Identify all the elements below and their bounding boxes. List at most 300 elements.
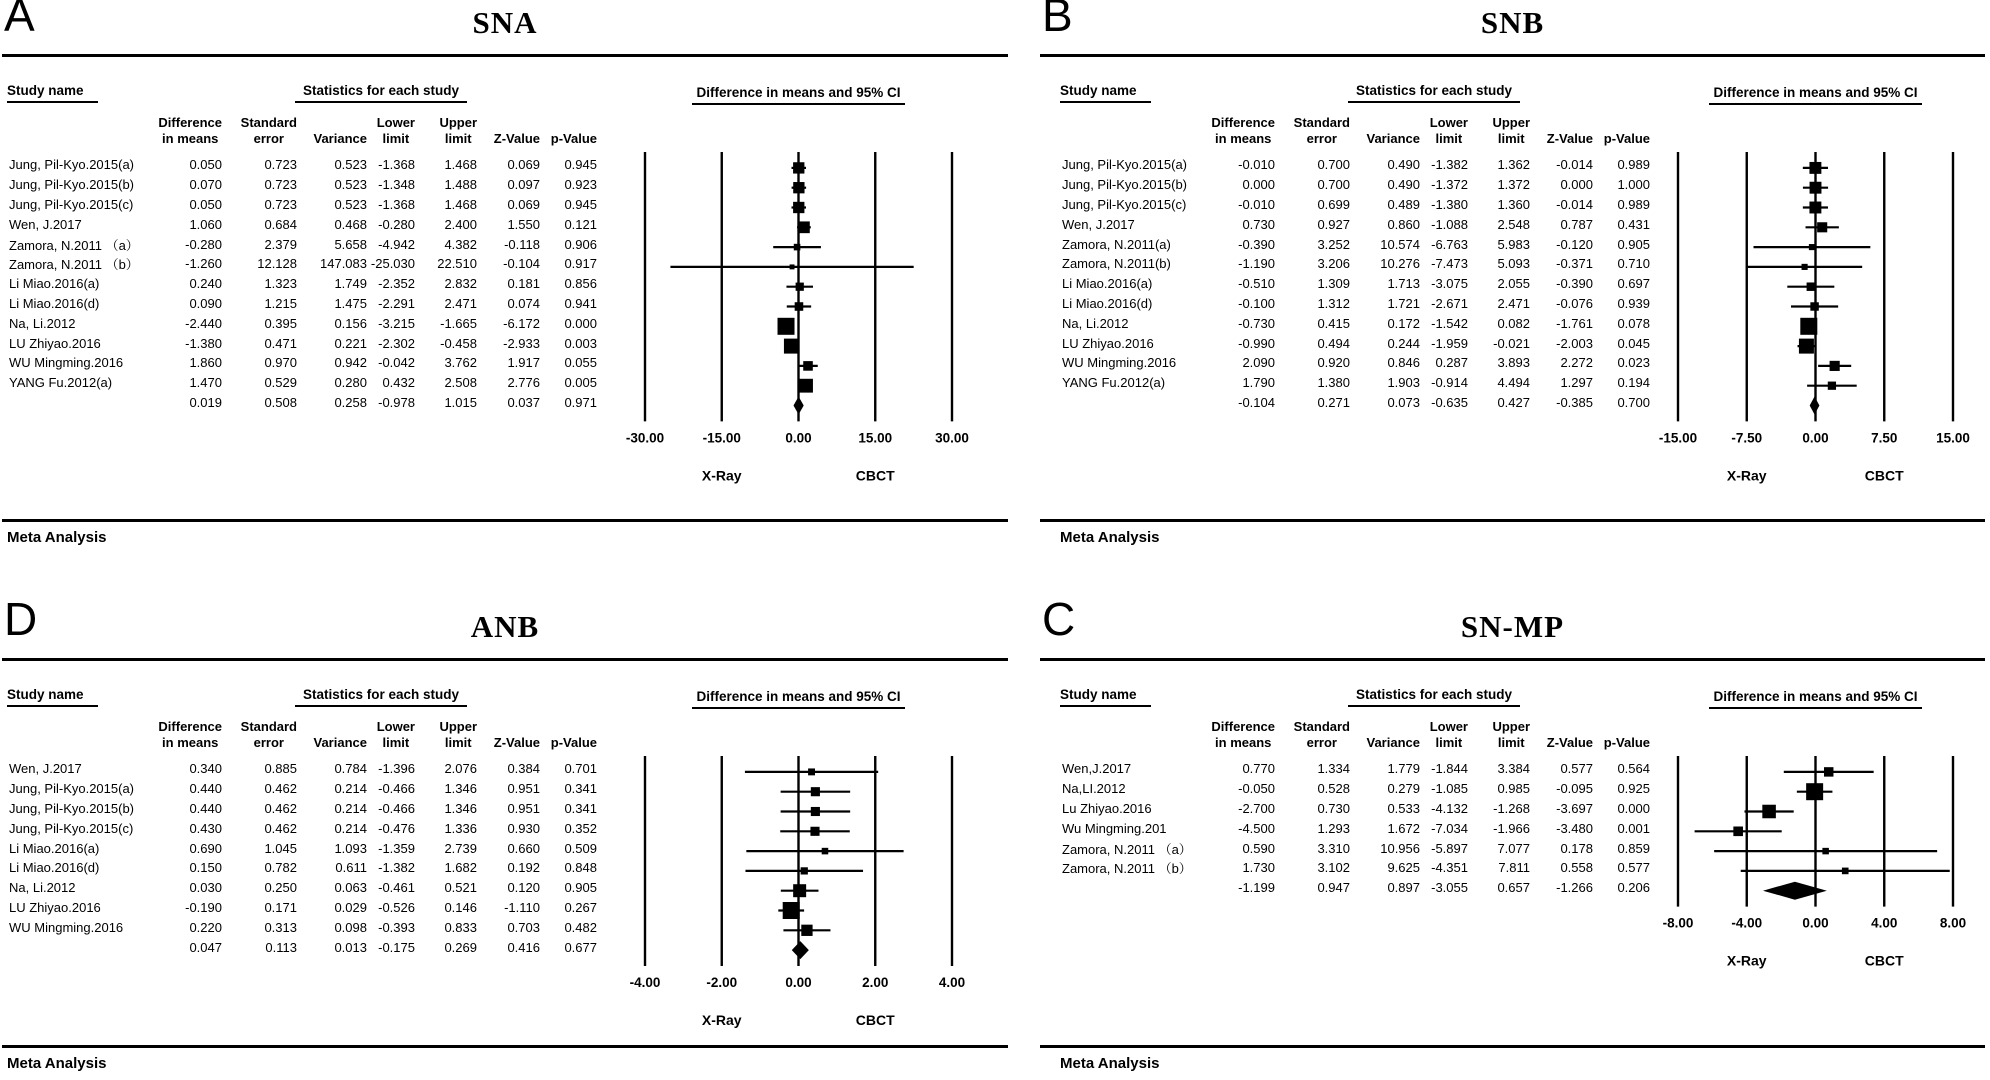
- table-row: [7, 779, 597, 799]
- cell-difference: -4.500: [1238, 820, 1275, 836]
- cell-p-value: 0.001: [1617, 820, 1650, 836]
- group-label-left: X-Ray: [1726, 952, 1767, 969]
- axis-tick-label: 15.00: [1936, 430, 1970, 446]
- cell-lower-limit: -2.302: [378, 335, 415, 351]
- cell-z-value: 1.550: [507, 216, 540, 232]
- col-header-line: Lower: [376, 114, 415, 130]
- cell-standard-error: 0.250: [264, 880, 297, 896]
- effect-square: [1800, 318, 1817, 335]
- cell-standard-error: 1.323: [264, 276, 297, 292]
- cell-difference: 0.050: [189, 157, 222, 173]
- cell-z-value: 0.384: [507, 761, 540, 777]
- col-header-line: limit: [1497, 130, 1525, 146]
- cell-difference: 0.440: [189, 800, 222, 816]
- cell-p-value: 0.710: [1617, 256, 1650, 272]
- cell-difference: 0.430: [189, 820, 222, 836]
- forest-plot-area: [1650, 57, 1985, 484]
- cell-upper-limit: 2.739: [444, 840, 477, 856]
- cell-z-value: 0.703: [507, 919, 540, 935]
- table-row: [1060, 818, 1650, 838]
- table-row: [1060, 254, 1650, 274]
- panel-header: [1040, 593, 1985, 658]
- table-rows: [1060, 155, 1650, 412]
- cell-z-value: -2.003: [1556, 335, 1593, 351]
- cell-upper-limit: 0.985: [1497, 781, 1530, 797]
- cell-upper-limit: 1.336: [444, 820, 477, 836]
- panel-content: [2, 57, 1008, 484]
- cell-p-value: 0.564: [1617, 761, 1650, 777]
- table-row: [1060, 294, 1650, 314]
- cell-z-value: 2.272: [1560, 355, 1593, 371]
- cell-difference: -2.700: [1238, 800, 1275, 816]
- summary-diamond: [1763, 882, 1827, 900]
- cell-p-value: 0.697: [1617, 276, 1650, 292]
- cell-p-value: 0.078: [1617, 315, 1650, 331]
- effect-square: [784, 339, 799, 354]
- panel-anb: [2, 590, 1008, 1078]
- table-row: [7, 373, 597, 393]
- cell-difference: -2.440: [185, 315, 222, 331]
- cell-standard-error: 3.206: [1317, 256, 1350, 272]
- table-row: [7, 858, 597, 878]
- cell-study-name: Na, Li.2012: [9, 315, 76, 331]
- cell-lower-limit: -0.466: [378, 781, 415, 797]
- cell-study-name: Li Miao.2016(a): [9, 276, 100, 292]
- cell-z-value: -0.076: [1556, 295, 1593, 311]
- table-row: [7, 175, 597, 195]
- ci-header-text: Difference in means and 95% CI: [1709, 85, 1921, 105]
- cell-study-name: Wu Mingming.201: [1062, 820, 1167, 836]
- cell-lower-limit: -4.942: [378, 236, 415, 252]
- cell-variance: 0.784: [334, 761, 367, 777]
- cell-z-value: -0.385: [1556, 394, 1593, 410]
- cell-z-value: -2.933: [503, 335, 540, 351]
- cell-lower-limit: -1.348: [378, 177, 415, 193]
- axis-tick-label: -8.00: [1662, 915, 1694, 931]
- cell-difference: 0.690: [189, 840, 222, 856]
- cell-z-value: 2.776: [507, 375, 540, 391]
- cell-difference: -0.050: [1238, 781, 1275, 797]
- bottom-rule: [2, 1045, 1008, 1048]
- summary-row: [7, 393, 597, 413]
- cell-p-value: 0.482: [564, 919, 597, 935]
- effect-square: [1807, 282, 1815, 290]
- cell-lower-limit: -3.075: [1431, 276, 1468, 292]
- ci-header-text: Difference in means and 95% CI: [692, 85, 904, 105]
- ci-header-text: Difference in means and 95% CI: [1709, 689, 1921, 709]
- cell-lower-limit: -3.215: [378, 315, 415, 331]
- cell-standard-error: 3.310: [1317, 840, 1350, 856]
- cell-upper-limit: 2.832: [444, 276, 477, 292]
- cell-z-value: -1.761: [1556, 315, 1593, 331]
- cell-variance: 5.658: [334, 236, 367, 252]
- table-row: [1060, 353, 1650, 373]
- table-row: [7, 818, 597, 838]
- col-header-line: limit: [1435, 734, 1463, 750]
- cell-z-value: -3.480: [1556, 820, 1593, 836]
- cell-lower-limit: -1.372: [1431, 177, 1468, 193]
- axis-tick-label: 0.00: [785, 430, 812, 446]
- cell-difference: 0.150: [189, 860, 222, 876]
- cell-p-value: 0.905: [1617, 236, 1650, 252]
- cell-difference: -0.100: [1238, 295, 1275, 311]
- cell-lower-limit: -5.897: [1431, 840, 1468, 856]
- panel-title: SN-MP: [1460, 609, 1565, 644]
- cell-standard-error: 3.102: [1317, 860, 1350, 876]
- table-rows: [7, 759, 597, 957]
- panel-content: [1040, 661, 1985, 969]
- panel-content: [1040, 57, 1985, 484]
- cell-upper-limit: 0.657: [1497, 880, 1530, 896]
- column-headers: [1060, 107, 1650, 147]
- cell-standard-error: 0.730: [1317, 800, 1350, 816]
- cell-variance: 1.903: [1387, 375, 1420, 391]
- meta-analysis-label: Meta Analysis: [1060, 1055, 1160, 1072]
- cell-difference: 0.440: [189, 781, 222, 797]
- cell-p-value: 0.509: [564, 840, 597, 856]
- effect-square: [1806, 783, 1823, 800]
- cell-difference: 0.000: [1242, 177, 1275, 193]
- cell-upper-limit: 2.400: [444, 216, 477, 232]
- effect-square: [1733, 826, 1743, 836]
- cell-z-value: -0.014: [1556, 157, 1593, 173]
- cell-p-value: 0.923: [564, 177, 597, 193]
- effect-square: [1809, 244, 1815, 250]
- table-row: [7, 353, 597, 373]
- table-row: [7, 155, 597, 175]
- cell-upper-limit: 1.468: [444, 157, 477, 173]
- cell-study-name: Li Miao.2016(a): [1062, 276, 1153, 292]
- cell-upper-limit: 1.362: [1497, 157, 1530, 173]
- cell-z-value: -0.118: [504, 236, 540, 252]
- stats-header: Statistics for each study: [295, 687, 467, 707]
- cell-difference: -1.380: [185, 335, 222, 351]
- effect-square: [793, 884, 806, 897]
- bottom-rule: [2, 519, 1008, 522]
- table-row: [1060, 759, 1650, 779]
- cell-z-value: 0.660: [507, 840, 540, 856]
- cell-standard-error: 0.699: [1317, 196, 1350, 212]
- table-rows: [1060, 759, 1650, 898]
- column-headers: [7, 107, 597, 147]
- summary-row: [7, 937, 597, 957]
- cell-upper-limit: 5.983: [1497, 236, 1530, 252]
- cell-study-name: Zamora, N.2011(a): [1062, 236, 1171, 252]
- col-header-difference: [1211, 115, 1275, 148]
- cell-variance: 9.625: [1387, 860, 1420, 876]
- cell-standard-error: 12.128: [257, 256, 297, 272]
- effect-square: [810, 827, 819, 836]
- cell-p-value: 0.941: [564, 295, 597, 311]
- cell-variance: 0.013: [334, 939, 367, 955]
- cell-z-value: -0.014: [1556, 196, 1593, 212]
- cell-lower-limit: 0.287: [1435, 355, 1468, 371]
- axis-tick-label: 0.00: [1802, 915, 1829, 931]
- cell-variance: 0.490: [1387, 157, 1420, 173]
- cell-study-name: Jung, Pil-Kyo.2015(a): [9, 157, 135, 173]
- cell-z-value: 0.577: [1560, 761, 1593, 777]
- panel-snb: [1040, 0, 1985, 552]
- cell-standard-error: 0.920: [1317, 355, 1350, 371]
- cell-variance: 0.280: [334, 375, 367, 391]
- cell-upper-limit: -1.268: [1493, 800, 1530, 816]
- cell-upper-limit: 2.471: [1497, 295, 1530, 311]
- cell-standard-error: 0.684: [264, 216, 297, 232]
- col-header-line: Standard: [1293, 718, 1350, 734]
- panel-title: SNA: [472, 5, 538, 40]
- axis-tick-label: 15.00: [858, 430, 893, 446]
- cell-z-value: 0.037: [507, 394, 540, 410]
- cell-upper-limit: 2.508: [444, 375, 477, 391]
- panel-sn-mp: [1040, 590, 1985, 1078]
- column-headers: [1060, 711, 1650, 751]
- cell-z-value: -0.095: [1556, 781, 1593, 797]
- col-header-variance: Variance: [313, 734, 367, 750]
- effect-square: [808, 768, 815, 775]
- table-row: [1060, 175, 1650, 195]
- cell-lower-limit: -0.461: [378, 880, 415, 896]
- col-header-difference: [1211, 719, 1275, 752]
- col-header-line: Difference: [1211, 718, 1275, 734]
- cell-p-value: 0.989: [1617, 157, 1650, 173]
- col-header-line: Standard: [1293, 114, 1350, 130]
- cell-p-value: 0.945: [564, 196, 597, 212]
- cell-variance: 1.475: [334, 295, 367, 311]
- cell-upper-limit: 4.382: [444, 236, 477, 252]
- cell-p-value: 0.971: [564, 394, 597, 410]
- col-header-variance: Variance: [1366, 130, 1420, 146]
- cell-standard-error: 0.700: [1317, 177, 1350, 193]
- cell-standard-error: 2.379: [264, 236, 297, 252]
- effect-square: [811, 807, 820, 816]
- cell-variance: 0.490: [1387, 177, 1420, 193]
- col-header-line: error: [1306, 734, 1337, 750]
- cell-lower-limit: -0.476: [378, 820, 415, 836]
- cell-p-value: 0.206: [1617, 880, 1650, 896]
- cell-p-value: 0.121: [564, 216, 597, 232]
- cell-lower-limit: -1.396: [378, 761, 415, 777]
- cell-upper-limit: 0.082: [1497, 315, 1530, 331]
- cell-standard-error: 0.171: [264, 899, 297, 915]
- cell-standard-error: 1.215: [264, 295, 297, 311]
- col-header-line: Lower: [376, 718, 415, 734]
- cell-study-name: Zamora, N.2011 （a）: [1062, 841, 1192, 857]
- stats-header: Statistics for each study: [1348, 83, 1520, 103]
- effect-square: [793, 162, 804, 173]
- table-row: [7, 878, 597, 898]
- cell-variance: 10.956: [1380, 840, 1420, 856]
- cell-upper-limit: 0.427: [1497, 394, 1530, 410]
- cell-standard-error: 3.252: [1317, 236, 1350, 252]
- cell-lower-limit: -1.542: [1431, 315, 1468, 331]
- table-row: [7, 917, 597, 937]
- cell-difference: -1.260: [185, 256, 222, 272]
- cell-lower-limit: -1.844: [1431, 761, 1468, 777]
- cell-upper-limit: 1.015: [444, 394, 477, 410]
- effect-square: [1810, 302, 1818, 310]
- cell-z-value: -0.371: [1556, 256, 1593, 272]
- cell-p-value: 0.023: [1617, 355, 1650, 371]
- forest-plot: [1650, 152, 1985, 487]
- cell-variance: 0.533: [1387, 800, 1420, 816]
- col-header-upper-limit: [439, 719, 477, 752]
- cell-difference: 2.090: [1242, 355, 1275, 371]
- table-row: [7, 759, 597, 779]
- col-header-p-value: p-Value: [1603, 130, 1650, 146]
- cell-variance: 0.063: [334, 880, 367, 896]
- table-row: [1060, 155, 1650, 175]
- effect-square: [1762, 805, 1776, 819]
- table-row: [1060, 333, 1650, 353]
- cell-upper-limit: 1.346: [444, 800, 477, 816]
- cell-upper-limit: 2.076: [444, 761, 477, 777]
- col-header-lower-limit: [377, 115, 415, 148]
- cell-difference: 1.470: [189, 375, 222, 391]
- cell-difference: -0.990: [1238, 335, 1275, 351]
- col-header-standard-error: [1294, 719, 1350, 752]
- cell-lower-limit: -7.034: [1431, 820, 1468, 836]
- axis-tick-label: 7.50: [1871, 430, 1898, 446]
- cell-p-value: 0.003: [564, 335, 597, 351]
- cell-difference: 1.860: [189, 355, 222, 371]
- cell-p-value: 0.341: [564, 781, 597, 797]
- cell-variance: 0.214: [334, 820, 367, 836]
- panel-letter: C: [1042, 593, 1076, 645]
- col-header-variance: Variance: [313, 130, 367, 146]
- stats-table: [7, 661, 597, 957]
- cell-study-name: Jung, Pil-Kyo.2015(a): [1062, 157, 1188, 173]
- cell-variance: 0.860: [1387, 216, 1420, 232]
- cell-difference: 0.090: [189, 295, 222, 311]
- forest-plot: [1650, 756, 1985, 973]
- cell-difference: 0.030: [189, 880, 222, 896]
- table-header-row: [1060, 83, 1650, 103]
- cell-p-value: 0.700: [1617, 394, 1650, 410]
- axis-tick-label: 4.00: [938, 975, 966, 990]
- cell-variance: 0.611: [335, 860, 367, 876]
- cell-z-value: 0.120: [507, 880, 540, 896]
- cell-variance: 0.846: [1387, 355, 1420, 371]
- axis-tick-label: -15.00: [1658, 430, 1698, 446]
- effect-square: [1799, 339, 1814, 354]
- cell-standard-error: 1.045: [264, 840, 297, 856]
- effect-square: [811, 787, 820, 796]
- cell-lower-limit: -2.352: [378, 276, 415, 292]
- cell-variance: 1.672: [1387, 820, 1420, 836]
- col-header-line: in means: [1215, 130, 1272, 146]
- table-row: [7, 214, 597, 234]
- cell-lower-limit: -3.055: [1431, 880, 1468, 896]
- effect-square: [796, 283, 804, 291]
- table-row: [7, 274, 597, 294]
- cell-upper-limit: 2.471: [444, 295, 477, 311]
- col-header-line: Upper: [1492, 718, 1530, 734]
- cell-lower-limit: -1.085: [1431, 781, 1468, 797]
- cell-variance: 0.172: [1387, 315, 1420, 331]
- col-header-line: limit: [444, 734, 472, 750]
- cell-standard-error: 0.462: [264, 781, 297, 797]
- cell-p-value: 1.000: [1617, 177, 1650, 193]
- col-header-standard-error: [1294, 115, 1350, 148]
- cell-variance: 1.721: [1387, 295, 1420, 311]
- axis-tick-label: 8.00: [1939, 915, 1967, 931]
- cell-upper-limit: 3.893: [1497, 355, 1530, 371]
- col-header-difference: [158, 719, 222, 752]
- cell-difference: -0.390: [1238, 236, 1275, 252]
- effect-square: [794, 244, 801, 251]
- effect-square: [1817, 222, 1827, 232]
- cell-study-name: Li Miao.2016(a): [9, 840, 100, 856]
- col-header-line: limit: [1497, 734, 1525, 750]
- cell-p-value: 0.945: [564, 157, 597, 173]
- cell-upper-limit: 1.346: [444, 781, 477, 797]
- study-name-header: Study name: [7, 687, 98, 707]
- table-row: [1060, 214, 1650, 234]
- col-header-line: in means: [162, 734, 219, 750]
- table-row: [1060, 234, 1650, 254]
- meta-analysis-label: Meta Analysis: [1060, 529, 1160, 546]
- cell-difference: -1.199: [1238, 880, 1275, 896]
- cell-standard-error: 0.313: [264, 919, 297, 935]
- cell-lower-limit: -0.393: [378, 919, 415, 935]
- study-name-header: Study name: [1060, 83, 1151, 103]
- cell-z-value: -1.266: [1556, 880, 1593, 896]
- cell-difference: 1.060: [189, 216, 222, 232]
- cell-variance: 1.749: [334, 276, 367, 292]
- cell-standard-error: 0.782: [264, 860, 297, 876]
- table-row: [7, 838, 597, 858]
- col-header-z-value: Z-Value: [493, 734, 540, 750]
- cell-variance: 1.713: [1387, 276, 1420, 292]
- axis-tick-label: 2.00: [862, 975, 889, 990]
- col-header-p-value: p-Value: [1603, 734, 1650, 750]
- forest-plot-area: [597, 57, 1008, 484]
- study-name-header: Study name: [1060, 687, 1151, 707]
- cell-variance: 0.073: [1387, 394, 1420, 410]
- cell-study-name: Zamora, N.2011 （a）: [9, 237, 139, 253]
- cell-standard-error: 0.885: [264, 761, 297, 777]
- effect-square: [790, 264, 795, 269]
- cell-lower-limit: -0.635: [1431, 394, 1468, 410]
- col-header-upper-limit: [439, 115, 477, 148]
- cell-upper-limit: 1.360: [1497, 196, 1530, 212]
- cell-difference: -1.190: [1238, 256, 1275, 272]
- cell-lower-limit: -0.042: [378, 355, 415, 371]
- cell-upper-limit: 0.146: [444, 899, 477, 915]
- axis-tick-label: -4.00: [1731, 915, 1763, 931]
- ci-header: [1666, 689, 1966, 709]
- cell-variance: 147.083: [320, 256, 367, 272]
- cell-upper-limit: 2.055: [1497, 276, 1530, 292]
- cell-difference: -0.730: [1238, 315, 1275, 331]
- effect-square: [1828, 382, 1836, 390]
- effect-square: [795, 302, 804, 311]
- cell-standard-error: 1.334: [1317, 761, 1350, 777]
- cell-variance: 10.574: [1380, 236, 1420, 252]
- col-header-z-value: Z-Value: [1546, 734, 1593, 750]
- cell-lower-limit: -2.671: [1431, 295, 1468, 311]
- forest-plot-area: [597, 661, 1008, 1028]
- col-header-line: Standard: [240, 718, 297, 734]
- cell-study-name: Na, Li.2012: [1062, 315, 1129, 331]
- cell-study-name: Jung, Pil-Kyo.2015(b): [9, 800, 135, 816]
- cell-variance: 0.214: [334, 800, 367, 816]
- cell-variance: 0.468: [334, 216, 367, 232]
- cell-upper-limit: 1.468: [444, 196, 477, 212]
- panel-letter: B: [1042, 0, 1073, 41]
- cell-p-value: 0.859: [1617, 840, 1650, 856]
- stats-header: Statistics for each study: [295, 83, 467, 103]
